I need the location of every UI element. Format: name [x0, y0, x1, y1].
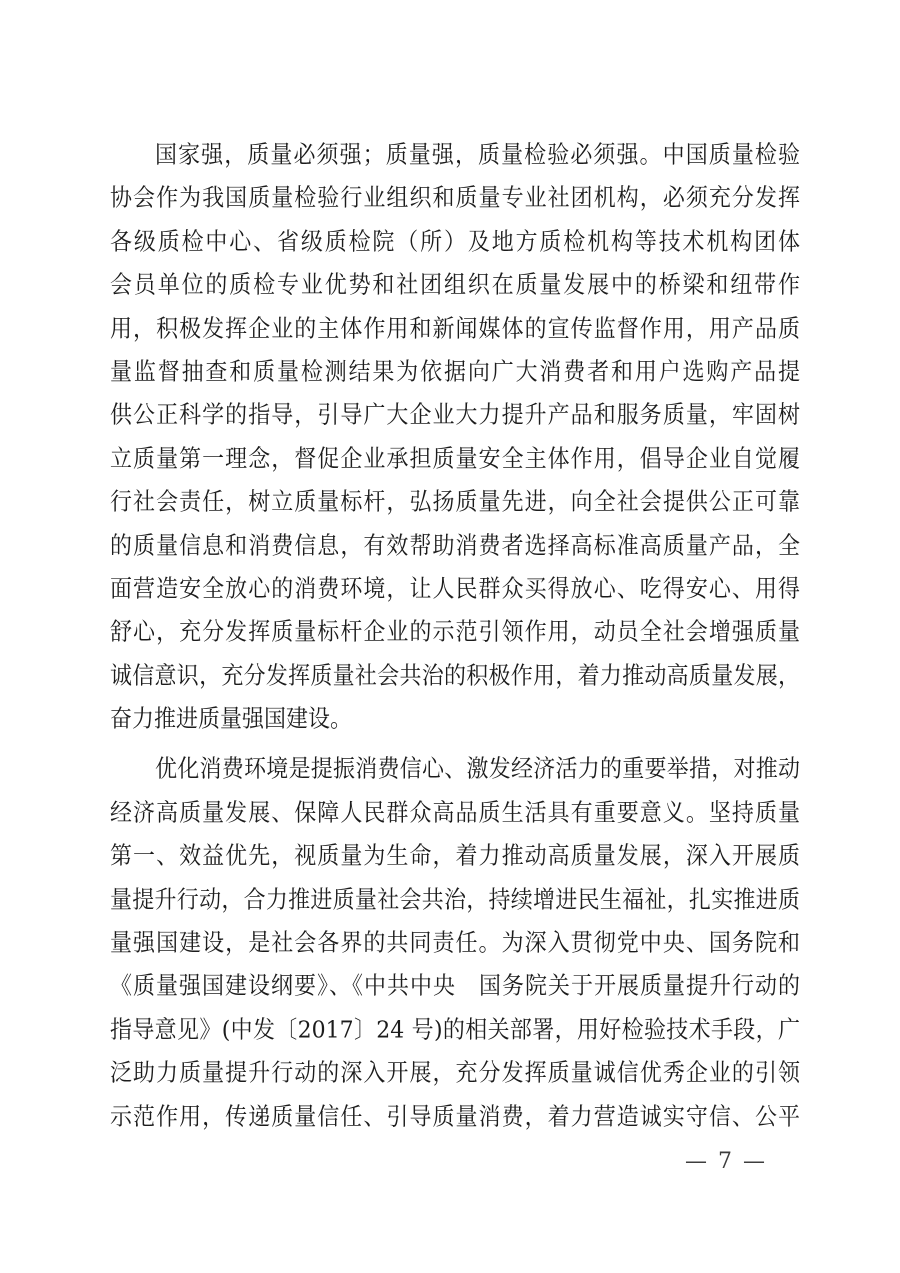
paragraph-1	[110, 134, 800, 741]
text-line: 供公正科学的指导，引导广大企业大力提升产品和服务质量，牢固树	[110, 402, 800, 430]
text-line: 奋力推进质量强国建设。	[110, 706, 353, 734]
paragraph-2	[110, 748, 800, 1139]
text-line: 行社会责任，树立质量标杆，弘扬质量先进，向全社会提供公正可靠	[110, 489, 800, 517]
text-line: 指导意见》(中发〔2017〕24 号)的相关部署，用好检验技术手段，广	[110, 1016, 800, 1044]
text-line: 量提升行动，合力推进质量社会共治，持续增进民生福祉，扎实推进质	[110, 886, 800, 914]
text-line: 第一、效益优先，视质量为生命，着力推动高质量发展，深入开展质	[110, 843, 800, 871]
text-line: 面营造安全放心的消费环境，让人民群众买得放心、吃得安心、用得	[110, 575, 800, 603]
text-line: 量强国建设，是社会各界的共同责任。为深入贯彻党中央、国务院和	[110, 930, 800, 958]
text-line: 协会作为我国质量检验行业组织和质量专业社团机构，必须充分发挥	[110, 185, 800, 213]
text-line: 国家强，质量必须强；质量强，质量检验必须强。中国质量检验	[155, 141, 800, 169]
text-line: 《质量强国建设纲要》、《中共中央 国务院关于开展质量提升行动的	[110, 973, 800, 1001]
text-line: 会员单位的质检专业优势和社团组织在质量发展中的桥梁和纽带作	[110, 272, 800, 300]
text-line: 用，积极发挥企业的主体作用和新闻媒体的宣传监督作用，用产品质	[110, 315, 800, 343]
text-line: 经济高质量发展、保障人民群众高品质生活具有重要意义。坚持质量	[110, 799, 800, 827]
text-line: 示范作用，传递质量信任、引导质量消费，着力营造诚实守信、公平	[110, 1103, 800, 1131]
text-line: 各级质检中心、省级质检院（所）及地方质检机构等技术机构团体	[110, 228, 800, 256]
text-block	[110, 134, 800, 1139]
text-line: 量监督抽查和质量检测结果为依据向广大消费者和用户选购产品提	[110, 358, 800, 386]
text-line: 的质量信息和消费信息，有效帮助消费者选择高标准高质量产品，全	[110, 532, 800, 560]
page-number: — 7 —	[685, 1149, 767, 1174]
text-line: 优化消费环境是提振消费信心、激发经济活力的重要举措，对推动	[155, 756, 800, 784]
text-line: 诚信意识，充分发挥质量社会共治的积极作用，着力推动高质量发展，	[110, 662, 800, 690]
text-line: 泛助力质量提升行动的深入开展，充分发挥质量诚信优秀企业的引领	[110, 1060, 800, 1088]
text-line: 立质量第一理念，督促企业承担质量安全主体作用，倡导企业自觉履	[110, 445, 800, 473]
text-line: 舒心，充分发挥质量标杆企业的示范引领作用，动员全社会增强质量	[110, 619, 800, 647]
